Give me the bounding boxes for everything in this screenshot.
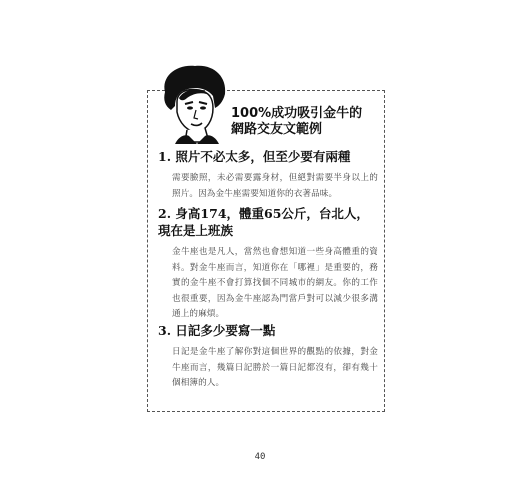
section-heading-text: 日記多少要寫一點 — [175, 323, 276, 338]
title-line-1: 100%成功吸引金牛的 — [231, 106, 363, 121]
title-line-2: 網路交友文範例 — [231, 122, 323, 137]
section-heading — [158, 148, 380, 165]
section-body: 金牛座也是凡人，當然也會想知道一些身高體重的資料。對金牛座而言，知道你在「哪裡」是重要的，務實的金牛座不會打算找個不同城市的網友。你的工作也很重要，因為金牛座認為門當戶對可以減少很多溝通上的麻煩。 — [172, 247, 378, 319]
section-heading-text: 身高174，體重65公斤，台北人，現在是上班族 — [158, 206, 369, 238]
section-2 — [158, 205, 380, 323]
page-title — [231, 106, 381, 138]
section-body: 日記是金牛座了解你對這個世界的觀點的依據，對金牛座而言，幾篇日記勝於一篇日記都沒有，卻有幾十個相簿的人。 — [172, 347, 378, 388]
section-number: 3. — [158, 323, 172, 338]
man-portrait-illustration — [155, 62, 231, 144]
section-1 — [158, 148, 380, 202]
page-number: 40 — [254, 452, 266, 462]
section-body: 需要臉照，未必需要露身材，但絕對需要半身以上的照片。因為金牛座需要知道你的衣著品味。 — [172, 173, 378, 199]
section-heading — [158, 322, 380, 339]
section-number: 2. — [158, 206, 172, 221]
section-3 — [158, 322, 380, 392]
section-heading-text: 照片不必太多，但至少要有兩種 — [175, 149, 351, 164]
section-number: 1. — [158, 149, 172, 164]
section-heading — [158, 205, 380, 239]
